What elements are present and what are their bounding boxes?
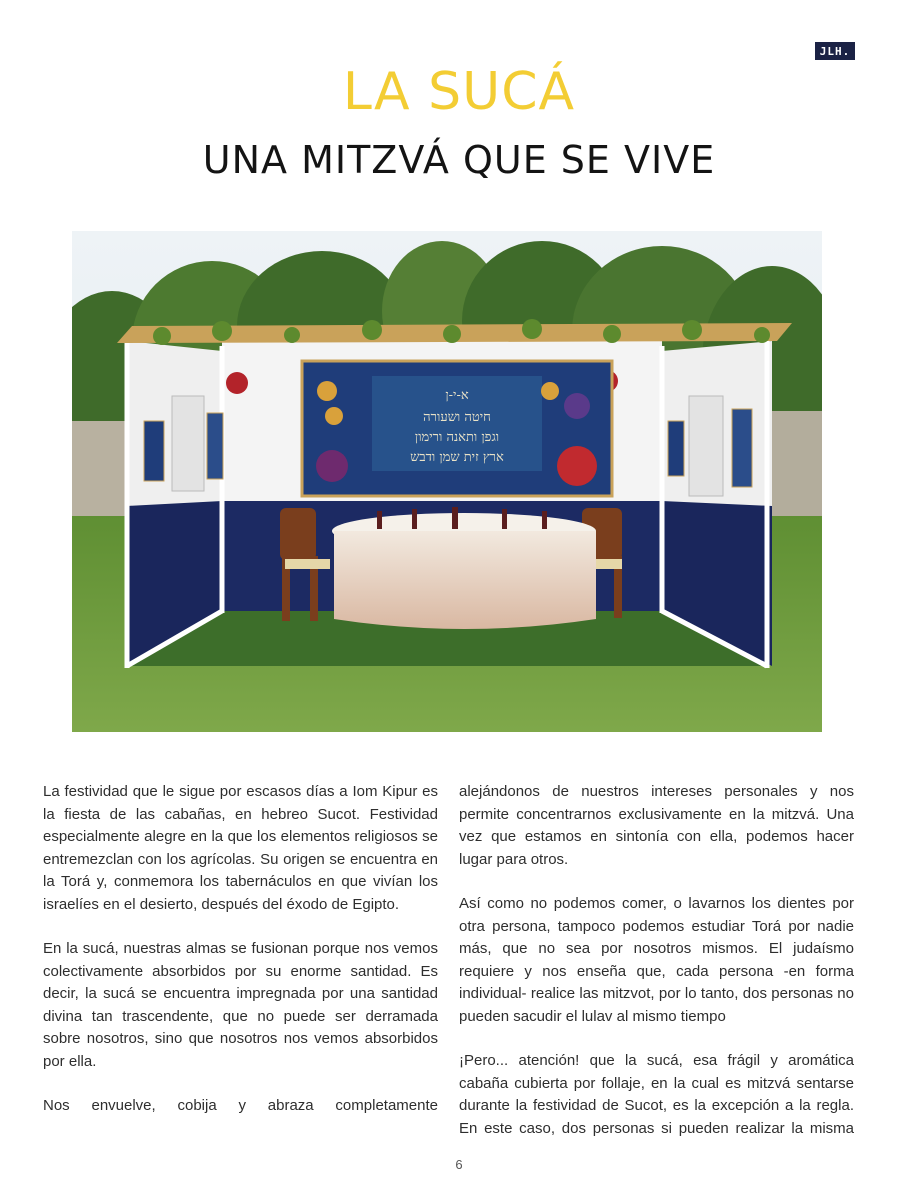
banner-line-2: חיטה ושעורה <box>423 410 491 425</box>
paragraph: La festividad que le sigue por escasos días a Iom Kipur es la fiesta de las cabañas, en hebreo Sucot. Festividad especialmente alegre en la que los elementos religiosos se entremezclan con los agrícolas. Su origen se encuentra en la Torá y, conmemora los tabernáculos en que vivían los israelíes en el desierto, después del éxodo de Egipto. <box>43 783 438 913</box>
banner-line-4: ארץ זית שמן ודבש <box>410 450 504 465</box>
paragraph: En la sucá, nuestras almas se fusionan porque nos vemos colectivamente absorbidos por su enorme santidad. Es decir, la sucá se encuentra impregnada por una santidad divina tan trascendente, que no puede ser derramada sobre nosotros, sino que nosotros nos vemos absorbidos por ella. <box>43 940 438 1070</box>
banner-line-3: וגפן ותאנה ורימון <box>414 430 500 445</box>
publisher-logo: JLH. <box>815 42 855 60</box>
article-column-left <box>43 781 438 1140</box>
paragraph: alejándonos de nuestros intereses personales y nos permite concentrarnos exclusivamente en la mitzvá. Una vez que estamos en sintonía con ella, podemos hacer lugar para otros. <box>459 783 854 868</box>
paragraph: ¡Pero... atención! que la sucá, esa frágil y aromática cabaña cubierta por follaje, en la cual es mitzvá sentarse durante la festividad de Sucot, es la excepción a la regla. En este caso, dos personas si pueden realizar la misma <box>459 1052 854 1137</box>
page-title: LA SUCÁ <box>342 62 576 122</box>
page-subtitle: UNA MITZVÁ QUE SE VIVE <box>202 138 716 182</box>
banner-line-1: א-י-ן <box>445 388 469 403</box>
paragraph: Nos envuelve, cobija y abraza completamente <box>43 1097 438 1114</box>
page-number: 6 <box>455 1157 463 1172</box>
paragraph: Así como no podemos comer, o lavarnos los dientes por otra persona, tampoco podemos estudiar Torá por nadie más, que no sea por nosotros mismos. El judaísmo requiere y nos enseña que, cada persona -en forma individual- realice las mitzvot, por lo tanto, dos personas no pueden sacudir el lulav al mismo tiempo <box>459 895 854 1025</box>
article-column-right <box>459 781 854 1162</box>
sukkah-photo <box>72 231 822 732</box>
